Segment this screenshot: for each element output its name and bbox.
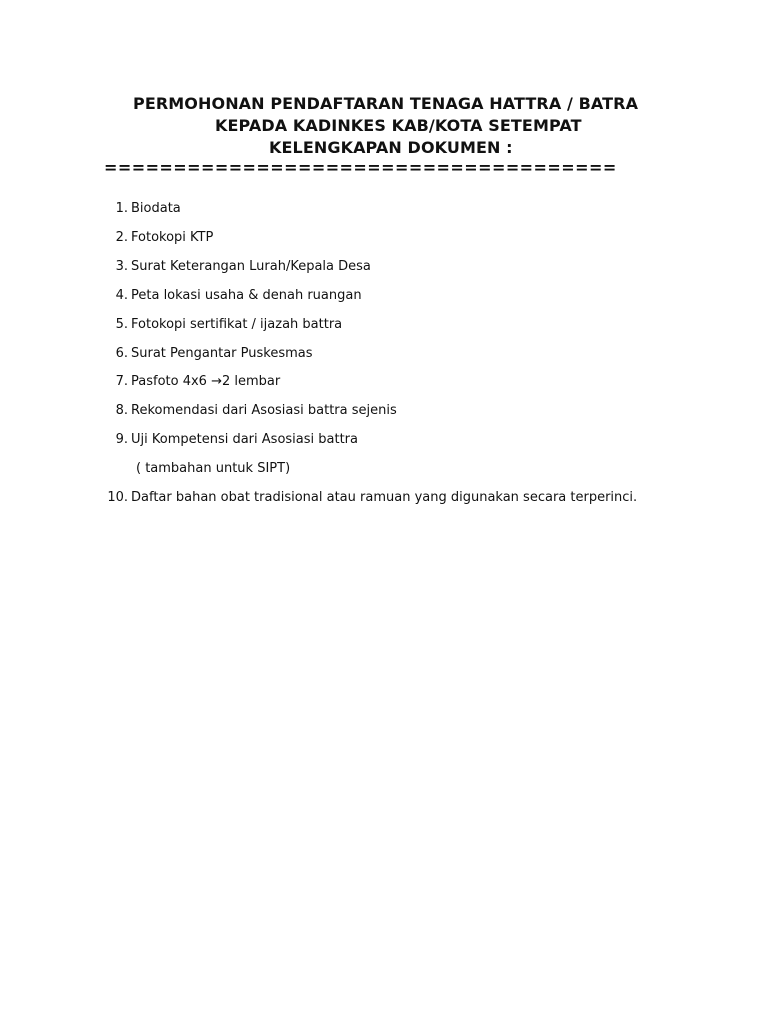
item-text: Fotokopi KTP [131,230,214,245]
item-number: 1. [115,201,128,216]
title-line-1: PERMOHONAN PENDAFTARAN TENAGA HATTRA / BATRA [133,94,639,113]
item-number: 9. [115,432,128,447]
title-line-2: KEPADA KADINKES KAB/KOTA SETEMPAT [215,116,582,135]
item-number: 7. [115,374,128,389]
item-number: 3. [115,259,128,274]
item-number: 8. [115,403,128,418]
item-text: Daftar bahan obat tradisional atau ramuan yang digunakan secara terperinci. [131,490,638,505]
title-line-3: KELENGKAPAN DOKUMEN : [269,138,513,157]
item-text: Peta lokasi usaha & denah ruangan [131,288,362,303]
item-note: ( tambahan untuk SIPT) [136,461,291,476]
item-text: Biodata [131,201,181,216]
separator-rule: ===================================== [104,158,617,177]
item-number: 4. [115,288,128,303]
item-text: Rekomendasi dari Asosiasi battra sejenis [131,403,397,418]
item-number: 10. [107,490,128,505]
item-text: Surat Keterangan Lurah/Kepala Desa [131,259,371,274]
item-text: Fotokopi sertifikat / ijazah battra [131,317,343,332]
item-number: 6. [115,346,128,361]
item-number: 2. [115,230,128,245]
item-text: Pasfoto 4x6 →2 lembar [131,374,281,389]
item-number: 5. [115,317,128,332]
item-text: Uji Kompetensi dari Asosiasi battra [131,432,358,447]
item-text: Surat Pengantar Puskesmas [131,346,313,361]
